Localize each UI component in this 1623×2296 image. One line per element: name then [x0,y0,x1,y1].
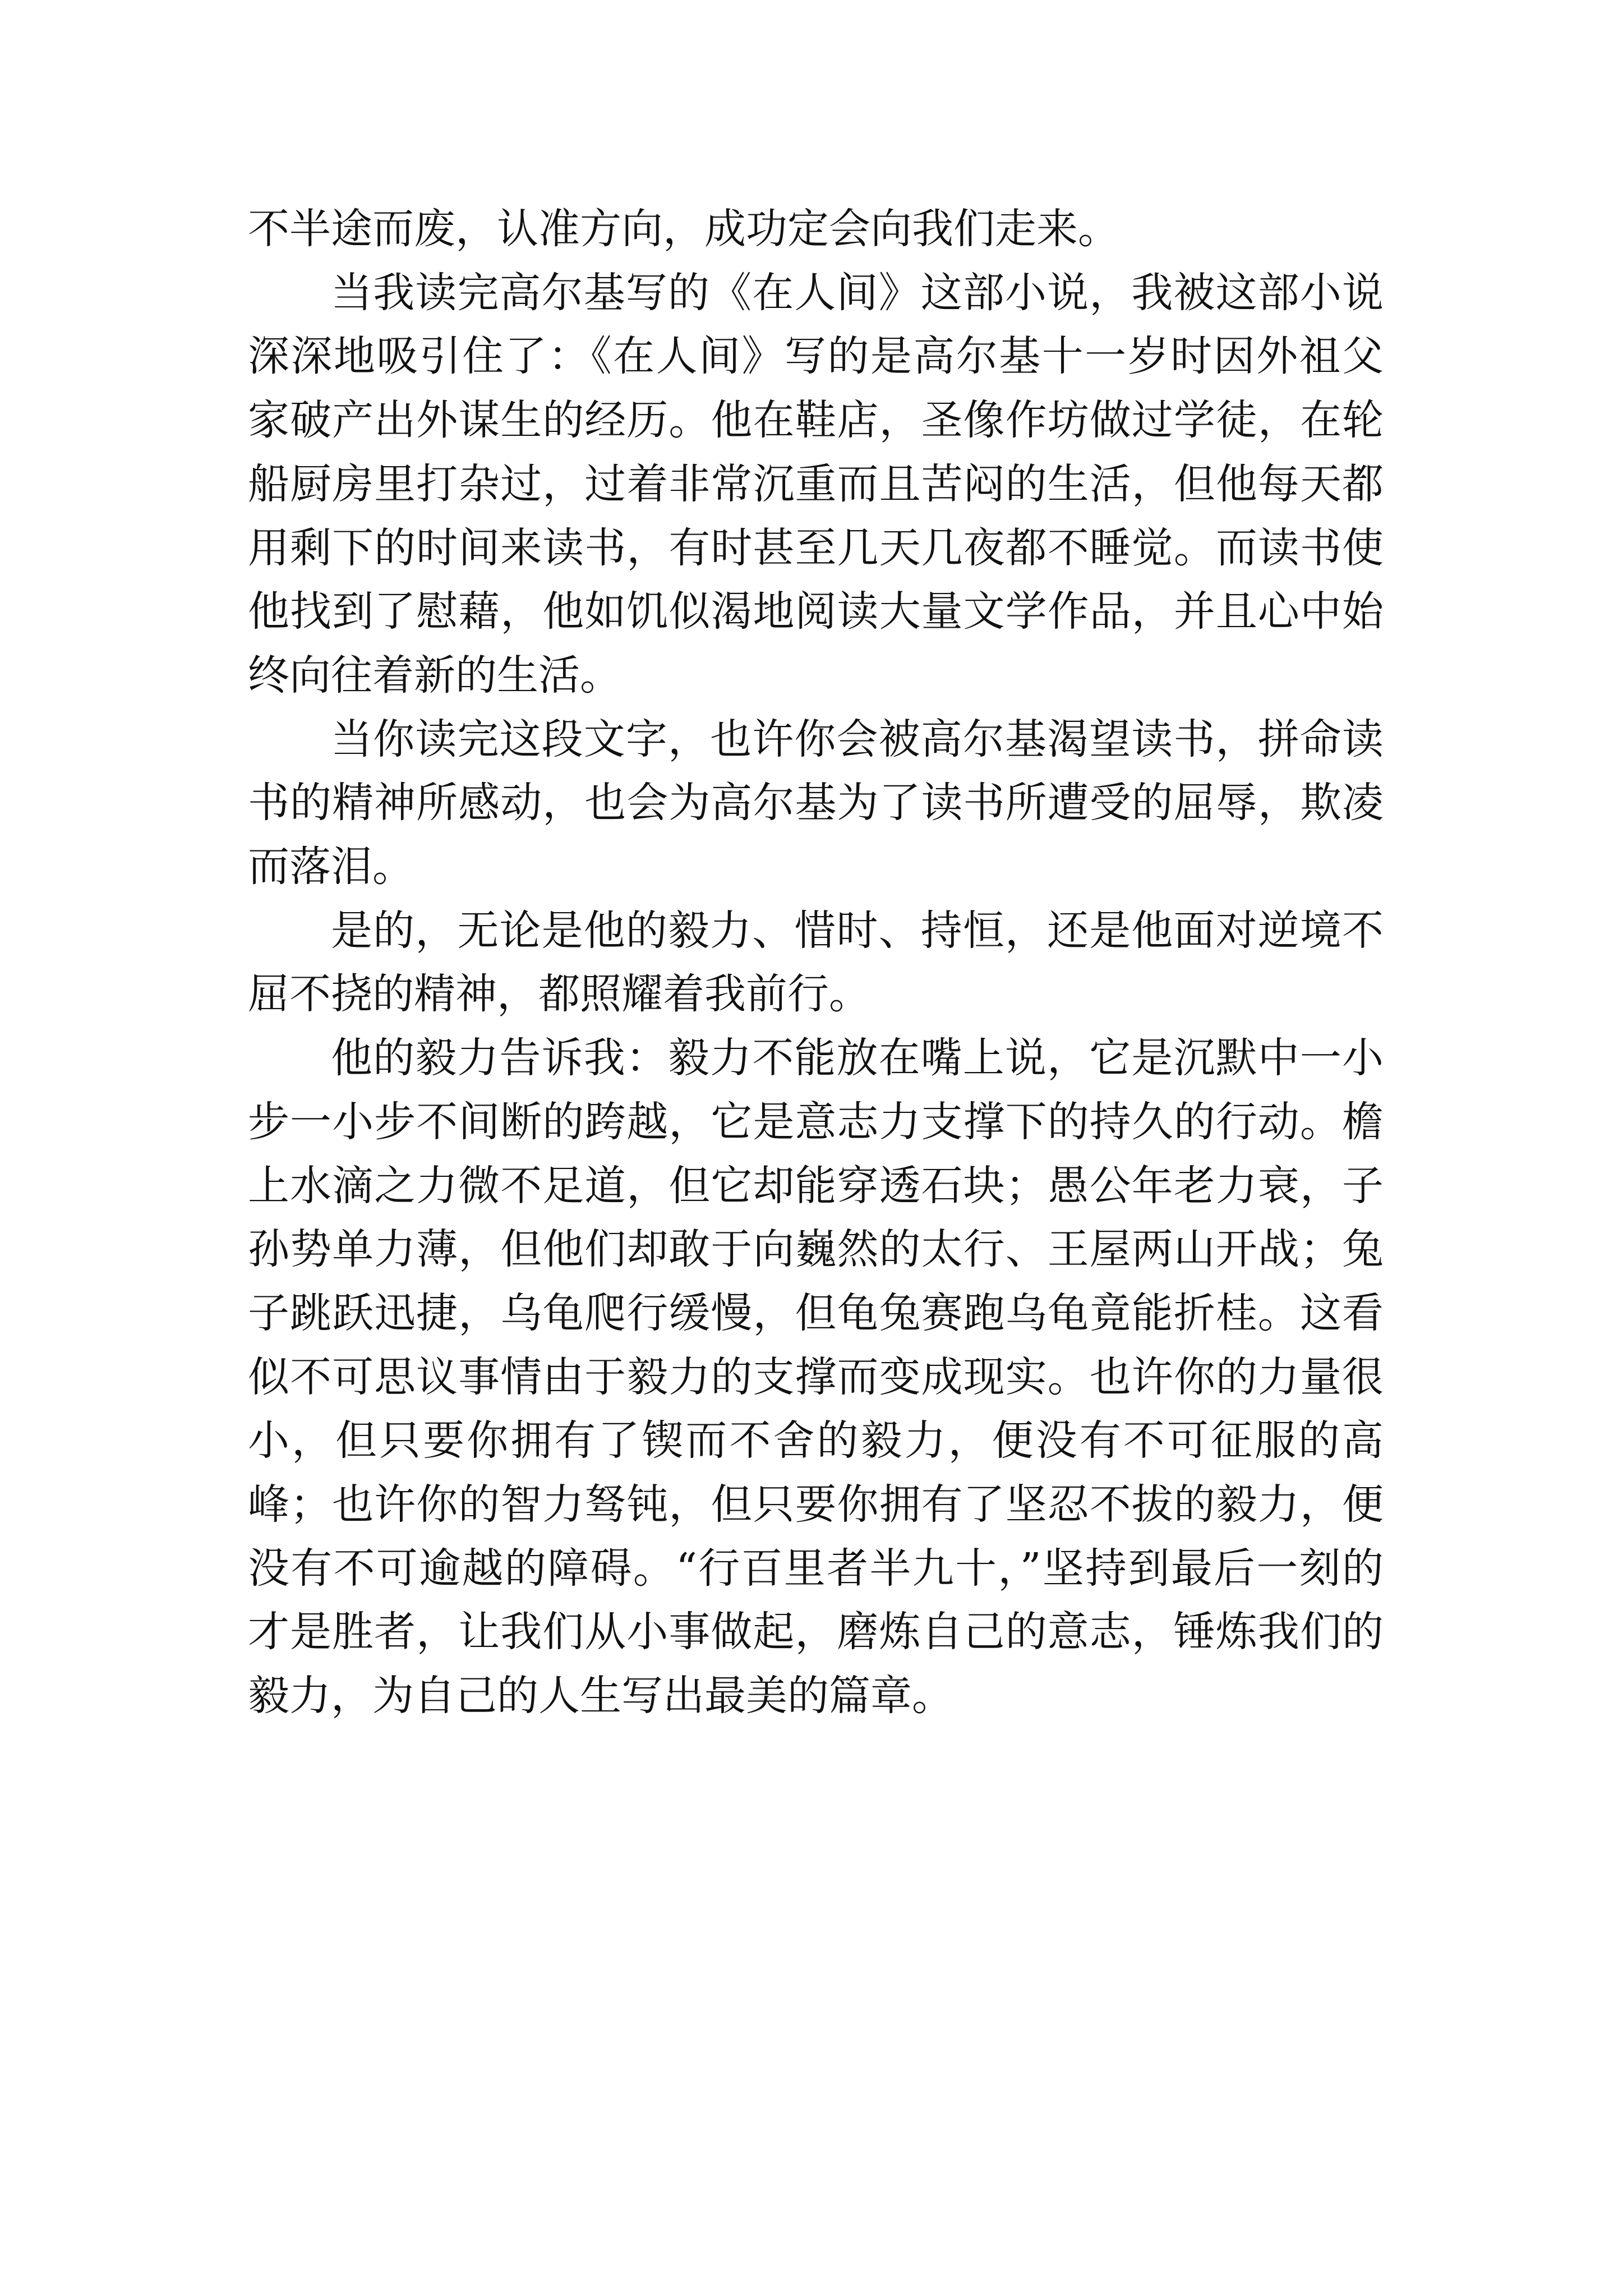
paragraph-1: 不半途而废，认准方向，成功定会向我们走来。 [248,205,1119,253]
paragraph-2: 当我读完高尔基写的《在人间》这部小说，我被这部小说深深地吸引住了：《在人间》写的是高尔基十一岁时因外祖父家破产出外谋生的经历。他在鞋店，圣像作坊做过学徒，在轮船厨房里打杂过，过着非常沉重而且苦闷的生活，但他每天都用剩下的时间来读书，有时甚至几天几夜都不睡觉。而读书使他找到了慰藉，他如饥似渴地阅读大量文学作品，并且心中始终向往着新的生活。 [248,268,1384,700]
paragraph-4: 是的，无论是他的毅力、惜时、持恒，还是他面对逆境不屈不挠的精神，都照耀着我前行。 [248,906,1384,1019]
paragraph-5: 他的毅力告诉我：毅力不能放在嘴上说，它是沉默中一小步一小步不间断的跨越，它是意志力支撑下的持久的行动。檐上水滴之力微不足道，但它却能穿透石块；愚公年老力衰，子孙势单力薄，但他们却敢于向巍然的太行、王屋两山开战；兔子跳跃迅捷，乌龟爬行缓慢，但龟兔赛跑乌龟竟能折桂。这看似不可思议事情由于毅力的支撑而变成现实。也许你的力量很小，但只要你拥有了锲而不舍的毅力，便没有不可征服的高峰；也许你的智力驽钝，但只要你拥有了坚忍不拔的毅力，便没有不可逾越的障碍。“行百里者半九十，”坚持到最后一刻的才是胜者，让我们从小事做起，磨炼自己的意志，锤炼我们的毅力，为自己的人生写出最美的篇章。 [248,1034,1384,1720]
paragraph-3: 当你读完这段文字，也许你会被高尔基渴望读书，拼命读书的精神所感动，也会为高尔基为了读书所遭受的屈辱，欺凌而落泪。 [248,715,1384,891]
body-text [248,197,1384,1728]
